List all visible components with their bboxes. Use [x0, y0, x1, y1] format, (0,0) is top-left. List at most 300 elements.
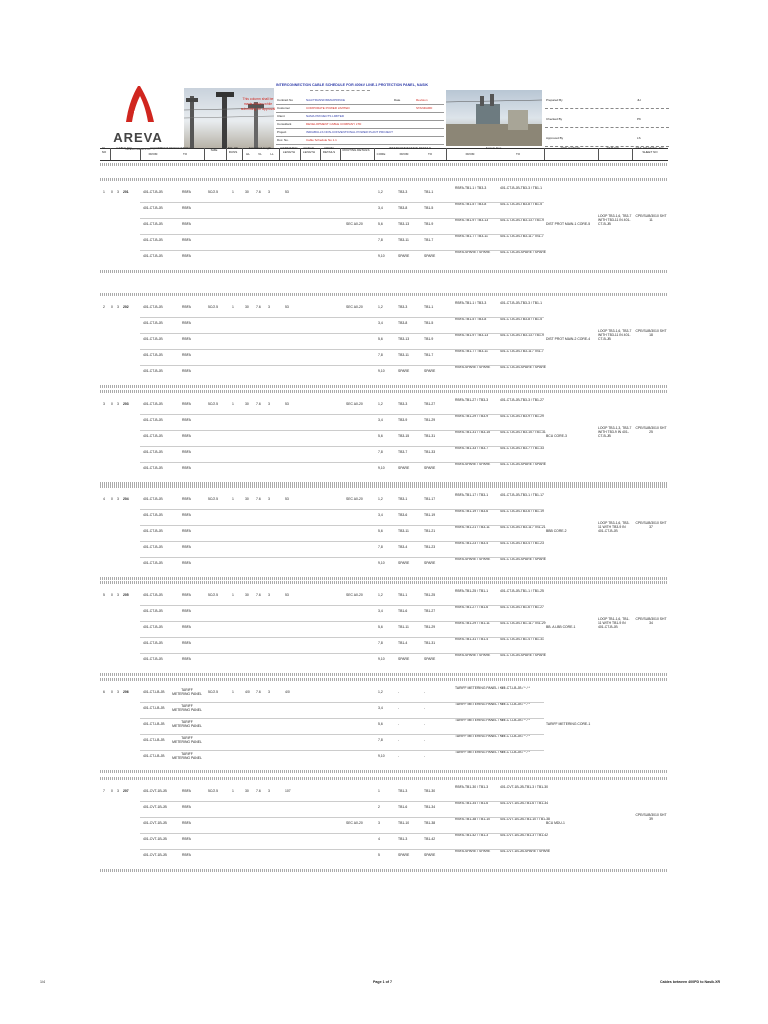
equip-to: RBFA: [182, 529, 191, 533]
header-sl-no: SL NO: [101, 146, 107, 154]
ferrule-from: RBFA-TB1-1 / TB3-3: [455, 301, 487, 305]
len-vl: 7.6: [256, 190, 261, 194]
ferrule-to: 401-CT-B-JB-TB3-1 / TB1-17: [500, 493, 544, 497]
ic-to: TB1-19: [424, 513, 436, 517]
row-rule: [140, 317, 544, 318]
ic-from: -: [398, 722, 400, 726]
ic-from: TB3-8: [398, 321, 408, 325]
estimated-length: 53: [285, 402, 289, 406]
ic-from: -: [398, 706, 400, 710]
row-rule: [140, 849, 544, 850]
equip-from: 401-CT-B-JB: [143, 369, 163, 373]
ic-from: TB3-4: [398, 545, 408, 549]
remark: LOOP TB3-1,6, TB3-11 WITH TB3-9 IN 401-CT-B-JB: [598, 521, 630, 533]
equip-to: RBFA: [182, 190, 191, 194]
info-value: CORPORATE POWER LIMITED: [306, 106, 350, 110]
ic-from: TB1-10: [398, 821, 410, 825]
equip-to: RBFA: [182, 466, 191, 470]
core-no: 9,10: [378, 561, 385, 565]
row-rule: [140, 414, 544, 415]
cable-no: 207: [123, 789, 129, 793]
application: BCU CORE-3: [546, 434, 567, 438]
len-vl: 7.6: [256, 690, 261, 694]
len-hl: 30: [245, 305, 249, 309]
equip-from: 401-CT-LB-JB: [143, 738, 165, 742]
core-no: 1,2: [378, 402, 383, 406]
info-value: NAA/TRANSFIMMA/PRINCE: [306, 98, 346, 102]
row-separator: [100, 581, 668, 584]
ferrule-to: 401-CT-B-JB-SPARE / SPARE: [500, 250, 547, 254]
equip-to: RBFA: [182, 837, 191, 841]
ic-from: TB1-3: [398, 789, 408, 793]
ferrule-to: 401-CT-B-JB-TB3-11 / TB1-7: [500, 234, 544, 238]
cable-no: 203: [123, 402, 129, 406]
ic-to: TB1-30: [424, 789, 436, 793]
estimated-length: 53: [285, 593, 289, 597]
ferrule-from: RBFA-TB1-29 / TB3-9: [455, 414, 489, 418]
info-label: Doc. No.: [277, 138, 289, 142]
ferrule-from: RBFA-TB1-23 / TB3-4: [455, 541, 489, 545]
core-no: 1,2: [378, 593, 383, 597]
no-of-runs: 1: [232, 402, 234, 406]
equip-from: 401-CT-B-JB: [143, 497, 163, 501]
header-cable-no: CABLE NO: [116, 146, 132, 150]
ferrule-to: 401-CT-LB-JB / * / *: [500, 734, 530, 738]
row-rule: [140, 621, 544, 622]
row-separator: [100, 673, 668, 676]
row-rule: [140, 833, 544, 834]
ref-drawing: CPE/SUB/3010 SHT 18: [635, 329, 667, 337]
len-vl: 7.6: [256, 402, 261, 406]
approval-row: [545, 109, 669, 128]
header-ll: LL: [270, 152, 274, 156]
header-est-total: ESTIMATED LENGTH: [280, 146, 298, 154]
ic-to: -: [424, 754, 426, 758]
equip-to: RBFA: [182, 254, 191, 258]
sl-prefix-1: 0: [111, 690, 113, 694]
row-separator: [100, 293, 668, 296]
info-row: [276, 121, 444, 129]
ferrule-from: RBFA-SPARE / SPARE: [455, 462, 491, 466]
header-runs: NO. OF RUNS: [227, 146, 239, 154]
ferrule-to: 401-CT-B-JB-TB1-4 / TB1-31: [500, 637, 544, 641]
core-no: 9,10: [378, 657, 385, 661]
info-row: [276, 105, 444, 113]
header-actual: ACTUAL LENGTH: [302, 146, 316, 154]
row-separator: [100, 777, 668, 780]
equip-to: RBFA: [182, 497, 191, 501]
row-separator: [100, 770, 668, 773]
row-separator: [100, 678, 668, 681]
core-no: 5,6: [378, 337, 383, 341]
info-label: Customer: [277, 106, 291, 110]
header-from: FROM: [148, 152, 158, 156]
ic-to: SPARE: [424, 561, 436, 565]
equip-to: RBFA: [182, 609, 191, 613]
row-separator: [100, 270, 668, 273]
ic-from: TB3-3: [398, 305, 408, 309]
row-rule: [140, 218, 544, 219]
approval-value: JH: [637, 98, 641, 102]
len-hl: 30: [245, 190, 249, 194]
ic-from: TB1-1: [398, 593, 408, 597]
ferrule-to: 401-CVT-1B-JB-TB1-3 / TB1-42: [500, 833, 548, 837]
ferrule-to: 401-CVT-1B-JB-TB1-3 / TB1-30: [500, 785, 548, 789]
ic-from: TB3-6: [398, 513, 408, 517]
equip-to: RBFA: [182, 789, 191, 793]
no-of-runs: 1: [232, 690, 234, 694]
cable-no: 201: [123, 190, 129, 194]
ic-from: TB3-15: [398, 434, 410, 438]
equip-to: RBFA: [182, 305, 191, 309]
ferrule-from: RBFA-TB1-42 / TB1-3: [455, 833, 489, 837]
ic-from: SPARE: [398, 657, 410, 661]
document-title: INTERCONNECTION CABLE SCHEDULE FOR 400kV LINE-1 PROTECTION PANEL, NASIK: [276, 83, 429, 87]
ferrule-from: RBFA-TB1-33 / TB3-7: [455, 446, 489, 450]
ic-to: TB1-1: [424, 305, 434, 309]
sl-no: 3: [103, 402, 105, 406]
hidden-column-note: This column shall be made hidden while submitting for approval: [240, 97, 276, 111]
ferrule-from: RBFA-TB1-38 / TB1-10: [455, 817, 490, 821]
ic-to: TB1-1: [424, 190, 434, 194]
core-no: 7,8: [378, 738, 383, 742]
ref-drawing: CPE/SUB/3010 SHT 37: [635, 521, 667, 529]
equip-from: 401-CT-B-JB: [143, 434, 163, 438]
ic-to: -: [424, 722, 426, 726]
ic-to: TB1-23: [424, 545, 436, 549]
ic-to: TB1-31: [424, 641, 436, 645]
sl-prefix-1: 0: [111, 789, 113, 793]
equip-from: 401-CT-B-JB: [143, 238, 163, 242]
info-row: [276, 97, 444, 105]
estimated-length: 107: [285, 789, 291, 793]
no-of-runs: 1: [232, 305, 234, 309]
row-separator: [100, 869, 668, 872]
routing-details: SEC A0-20: [346, 402, 363, 406]
footer-left: 1/4: [40, 980, 45, 984]
len-ll: 3: [268, 690, 270, 694]
len-ll: 3: [268, 497, 270, 501]
ferrule-to: 401-CT-B-JB-SPARE / SPARE: [500, 653, 547, 657]
equip-from: 401-CT-B-JB: [143, 513, 163, 517]
ic-from: TB1-11: [398, 625, 409, 629]
row-rule: [140, 637, 544, 638]
routing-details: SEC A0-20: [346, 222, 363, 226]
info-value: NAMA PROJECTS LIMITED: [306, 114, 345, 118]
sl-no: 4: [103, 497, 105, 501]
info-label: Client: [277, 114, 285, 118]
estimated-length: 53: [285, 305, 289, 309]
ic-to: TB1-7: [424, 353, 434, 357]
header-remark: REMARK: [606, 146, 620, 150]
equip-from: 401-CT-B-JB: [143, 305, 163, 309]
ferrule-from: RBFA-TB1-34 / TB1-6: [455, 801, 489, 805]
info-row: [276, 113, 444, 121]
len-ll: 3: [268, 190, 270, 194]
ic-from: TB1-6: [398, 805, 408, 809]
row-rule: [140, 349, 544, 350]
len-vl: 7.6: [256, 497, 261, 501]
core-no: 2: [378, 805, 380, 809]
equip-to: RBFA: [182, 561, 191, 565]
approval-info: [545, 90, 669, 146]
core-no: 3,4: [378, 206, 383, 210]
logo-text: AREVA: [113, 130, 163, 145]
row-separator: [100, 385, 668, 388]
ferrule-to: 401-CT-B-JB-TB3-3 / TB1-1: [500, 186, 542, 190]
equip-to: RBFA: [182, 853, 191, 857]
ic-from: -: [398, 738, 400, 742]
header-ferrule-from: FROM: [465, 152, 475, 156]
ferrule-to: 401-CT-B-JB-TB3-7 / TB1-33: [500, 446, 544, 450]
ic-from: TB3-7: [398, 450, 408, 454]
header-interconnection: INTERCONNECTION DETAILS: [388, 146, 432, 150]
ferrule-from: RBFA-SPARE / SPARE: [455, 849, 491, 853]
ic-from: TB3-11: [398, 353, 409, 357]
ferrule-to: 401-CT-B-JB-TB3-3 / TB1-27: [500, 398, 544, 402]
equip-from: 401-CT-B-JB: [143, 353, 163, 357]
equip-to: RBFA: [182, 657, 191, 661]
ic-to: TB1-9: [424, 222, 434, 226]
ferrule-from: RBFA-TB1-7 / TB3-11: [455, 349, 488, 353]
core-no: 5: [378, 853, 380, 857]
ic-from: SPARE: [398, 561, 410, 565]
routing-details: SEC A0-20: [346, 821, 363, 825]
approval-label: Prepared By: [546, 98, 563, 102]
header-ic-to: TO: [427, 152, 433, 156]
ic-from: TB3-8: [398, 206, 408, 210]
ic-to: SPARE: [424, 369, 436, 373]
header-ferrule: Ferrule Nos.: [485, 146, 503, 150]
application: BCU MDU-1: [546, 821, 565, 825]
ferrule-to: 401-CVT-1B-JB-TB1-6 / TB1-34: [500, 801, 548, 805]
ic-from: SPARE: [398, 369, 410, 373]
sl-no: 2: [103, 305, 105, 309]
row-rule: [140, 234, 544, 235]
sl-no: 7: [103, 789, 105, 793]
cable-size: 5C/2.5: [208, 497, 218, 501]
header-vl: VL: [258, 152, 262, 156]
ferrule-to: 401-CT-B-JB-TB1-6 / TB1-27: [500, 605, 544, 609]
ferrule-from: RBFA-TB1-21 / TB3-11: [455, 525, 490, 529]
ic-from: -: [398, 690, 400, 694]
ferrule-from: RBFA-SPARE / SPARE: [455, 365, 491, 369]
sl-prefix-2: 3: [117, 497, 119, 501]
ic-to: SPARE: [424, 466, 436, 470]
cable-no: 206: [123, 690, 129, 694]
ic-to: TB1-33: [424, 450, 436, 454]
equip-to: RBFA: [182, 238, 191, 242]
ic-from: SPARE: [398, 466, 410, 470]
application: BBB CORE-2: [546, 529, 567, 533]
equip-from: 401-CT-B-JB: [143, 254, 163, 258]
equip-to: TARIFF METERING PANEL: [172, 704, 202, 712]
core-no: 5,6: [378, 222, 383, 226]
ferrule-from: RBFA-TB1-5 / TB3-8: [455, 317, 487, 321]
equip-from: 401-CVT-1B-JB: [143, 837, 167, 841]
ic-to: TB1-31: [424, 434, 436, 438]
core-no: 9,10: [378, 754, 385, 758]
ferrule-to: 401-CT-B-JB-TB3-8 / TB1-5: [500, 202, 542, 206]
len-ll: 3: [268, 593, 270, 597]
equip-from: 401-CT-LB-JB: [143, 706, 165, 710]
routing-details: SEC A0-20: [346, 305, 363, 309]
ic-to: TB1-42: [424, 837, 436, 841]
len-hl: 30: [245, 789, 249, 793]
equip-from: 401-CT-B-JB: [143, 545, 163, 549]
ferrule-to: 401-CT-LB-JB / * / *: [500, 750, 530, 754]
estimated-length: 53: [285, 497, 289, 501]
core-no: 5,6: [378, 625, 383, 629]
substation-photo-right: [446, 90, 542, 146]
ferrule-from: TARIFF METERING PANEL / * / *: [455, 750, 506, 754]
core-no: 9,10: [378, 466, 385, 470]
ferrule-to: 401-CT-B-JB-TB3-15 / TB1-31: [500, 430, 546, 434]
ic-from: -: [398, 754, 400, 758]
equip-from: 401-CT-B-JB: [143, 625, 163, 629]
ferrule-to: 401-CT-B-JB-TB3-3 / TB1-1: [500, 301, 542, 305]
ferrule-to: 401-CT-LB-JB / * / *: [500, 686, 530, 690]
ic-to: TB1-38: [424, 821, 436, 825]
core-no: 7,8: [378, 545, 383, 549]
equip-to: RBFA: [182, 513, 191, 517]
ferrule-to: 401-CT-B-JB-TB3-6 / TB1-19: [500, 509, 544, 513]
cable-size: 5C/2.5: [208, 305, 218, 309]
approval-label: Checked By: [546, 117, 563, 121]
core-no: 9,10: [378, 254, 385, 258]
application: TARIFF METERING CORE-1: [546, 722, 591, 726]
estimated-length: 53: [285, 190, 289, 194]
row-rule: [140, 525, 544, 526]
core-no: 1: [378, 789, 380, 793]
ic-to: -: [424, 738, 426, 742]
ic-from: TB3-1: [398, 497, 408, 501]
equip-from: 401-CT-B-JB: [143, 206, 163, 210]
ferrule-from: RBFA-SPARE / SPARE: [455, 250, 491, 254]
ferrule-from: RBFA-TB1-5 / TB3-8: [455, 202, 487, 206]
ferrule-to: 401-CT-B-JB-TB3-13 / TB1-9: [500, 218, 544, 222]
equip-from: 401-CT-B-JB: [143, 222, 163, 226]
ferrule-from: RBFA-TB1-9 / TB3-13: [455, 218, 489, 222]
core-no: 4: [378, 837, 380, 841]
ic-from: SPARE: [398, 254, 410, 258]
core-no: 3,4: [378, 321, 383, 325]
info-label: Consultant: [277, 122, 292, 126]
equip-from: 401-CT-B-JB: [143, 466, 163, 470]
ic-from: TB3-3: [398, 190, 408, 194]
equip-from: 401-CVT-1B-JB: [143, 805, 167, 809]
ferrule-from: RBFA-TB1-31 / TB3-15: [455, 430, 490, 434]
ic-from: TB3-9: [398, 418, 408, 422]
equip-from: 401-CT-B-JB: [143, 561, 163, 565]
sl-no: 5: [103, 593, 105, 597]
ic-from: TB1-4: [398, 641, 408, 645]
equip-to: RBFA: [182, 545, 191, 549]
logo-subtext: AREVA NEBA LTD: [125, 147, 151, 151]
header-ferrule-to: TO: [515, 152, 521, 156]
ferrule-to: 401-CT-B-JB-TB1-1 / TB1-25: [500, 589, 544, 593]
sl-prefix-2: 3: [117, 690, 119, 694]
info-extra-label: Date: [394, 98, 401, 102]
remark: LOOP TB1-1,6, TB1-11 WITH TB1-9 IN 401-CT-B-JB: [598, 617, 630, 629]
equip-to: RBFA: [182, 625, 191, 629]
equip-to: RBFA: [182, 805, 191, 809]
ic-to: SPARE: [424, 853, 436, 857]
cable-size: 5C/2.5: [208, 690, 218, 694]
row-separator: [100, 390, 668, 393]
core-no: 9,10: [378, 369, 385, 373]
row-rule: [140, 333, 544, 334]
row-rule: [140, 750, 544, 751]
cable-size: 5C/2.5: [208, 789, 218, 793]
ferrule-to: 401-CT-B-JB-TB3-13 / TB1-9: [500, 333, 544, 337]
core-no: 3,4: [378, 418, 383, 422]
application: BB. A LBB CORE-1: [546, 625, 576, 629]
no-of-runs: 1: [232, 789, 234, 793]
row-rule: [140, 365, 544, 366]
sl-prefix-2: 3: [117, 402, 119, 406]
ferrule-to: 401-CT-B-JB-TB3-11 / TB1-7: [500, 349, 544, 353]
sl-prefix-2: 3: [117, 305, 119, 309]
info-value: INDIABULLS NON-CONVENTIONAL POWER PLANT PROJECT: [306, 130, 394, 134]
equip-to: TARIFF METERING PANEL: [172, 752, 202, 760]
cable-size: 5C/2.5: [208, 593, 218, 597]
equip-to: RBFA: [182, 450, 191, 454]
row-rule: [140, 509, 544, 510]
len-ll: 3: [268, 402, 270, 406]
ic-to: TB1-7: [424, 238, 434, 242]
info-extra-value: Revision: [416, 98, 428, 102]
len-vl: 7.6: [256, 305, 261, 309]
ferrule-to: 401-CT-B-JB-TB3-4 / TB1-23: [500, 541, 544, 545]
header-to: TO: [182, 152, 188, 156]
info-extra-value: STANDARD: [416, 106, 433, 110]
info-row: [276, 129, 444, 137]
ferrule-to: 401-CT-B-JB-SPARE / SPARE: [500, 365, 547, 369]
core-no: 1,2: [378, 497, 383, 501]
row-rule: [140, 734, 544, 735]
row-rule: [140, 557, 544, 558]
header-core: CORE: [376, 152, 386, 156]
approval-row: [545, 90, 669, 109]
equip-from: 401-CT-LB-JB: [143, 754, 165, 758]
info-label: Project: [277, 130, 287, 134]
ferrule-from: TARIFF METERING PANEL / * / *: [455, 686, 506, 690]
areva-logo-mark: [110, 84, 166, 126]
ferrule-from: TARIFF METERING PANEL / * / *: [455, 702, 506, 706]
cable-no: 205: [123, 593, 129, 597]
len-ll: 3: [268, 789, 270, 793]
ic-to: TB1-29: [424, 418, 436, 422]
equip-to: RBFA: [182, 434, 191, 438]
remark: LOOP TB3-1,3, TB3-7 WITH TB3-9 IN 401-CT-B-JB: [598, 426, 632, 438]
equip-from: 401-CT-B-JB: [143, 337, 163, 341]
approval-value: LS: [637, 136, 641, 140]
ferrule-from: RBFA-TB1-29 / TB1-11: [455, 621, 490, 625]
equip-to: TARIFF METERING PANEL: [172, 720, 202, 728]
ferrule-from: RBFA-TB1-9 / TB3-13: [455, 333, 489, 337]
ferrule-from: RBFA-TB1-19 / TB3-6: [455, 509, 489, 513]
ferrule-to: 401-CT-B-JB-TB1-11 / TB1-29: [500, 621, 546, 625]
core-no: 7,8: [378, 641, 383, 645]
core-no: 7,8: [378, 450, 383, 454]
ferrule-from: RBFA-TB1-31 / TB1-4: [455, 637, 489, 641]
info-value: Cable Schedule No 1.1: [306, 138, 337, 142]
ferrule-to: 401-CT-B-JB-SPARE / SPARE: [500, 462, 547, 466]
routing-details: SEC A0-20: [346, 497, 363, 501]
header-routing: ROUTING DETAILS: [342, 148, 370, 152]
equip-to: RBFA: [182, 402, 191, 406]
